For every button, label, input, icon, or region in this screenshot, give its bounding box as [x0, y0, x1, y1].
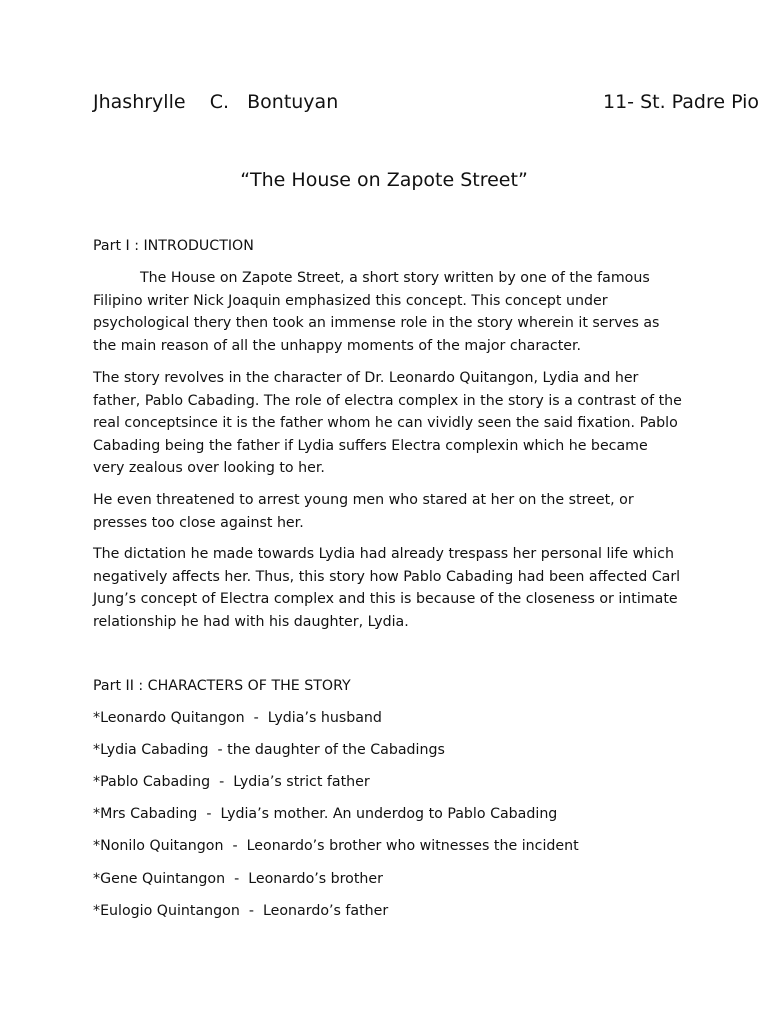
document-title: “The House on Zapote Street”	[240, 169, 528, 191]
character-item: *Mrs Cabading - Lydia’s mother. An underdog to Pablo Cabading	[93, 806, 558, 822]
author-name: Jhashrylle C. Bontuyan	[93, 91, 339, 113]
character-item: *Nonilo Quitangon - Leonardo’s brother who witnesses the incident	[93, 838, 579, 854]
character-item: *Lydia Cabading - the daughter of the Cabadings	[93, 742, 445, 758]
part2-heading: Part II : CHARACTERS OF THE STORY	[93, 678, 351, 694]
student-section: 11- St. Padre Pio	[603, 91, 760, 113]
character-item: *Eulogio Quintangon - Leonardo’s father	[93, 903, 389, 919]
intro-paragraph-3: He even threatened to arrest young men who stared at her on the street, or presses too close against her.	[93, 492, 634, 531]
character-item: *Gene Quintangon - Leonardo’s brother	[93, 871, 383, 887]
document-header	[93, 88, 760, 118]
intro-paragraph-2: The story revolves in the character of Dr. Leonardo Quitangon, Lydia and her father, Pablo Cabading. The role of electra complex in the story is a contrast of the real conceptsince it is the father whom he can vividly seen the said fixation. Pablo Cabading being the father if Lydia suffers Electra complexin which he became very zealous over looking to her.	[93, 370, 682, 476]
intro-paragraph-4: The dictation he made towards Lydia had already trespass her personal life which negatively affects her. Thus, this story how Pablo Cabading had been affected Carl Jung’s concept of Electra complex and this is because of the closeness or intimate relationship he had with his daughter, Lydia.	[93, 546, 681, 630]
part1-heading: Part I : INTRODUCTION	[93, 238, 254, 254]
intro-paragraph-1: The House on Zapote Street, a short story written by one of the famous Filipino writer Nick Joaquin emphasized this concept. This concept under psychological thery then took an immense role in the story wherein it serves as the main reason of all the unhappy moments of the major character.	[93, 270, 660, 354]
character-item: *Leonardo Quitangon - Lydia’s husband	[93, 710, 382, 726]
character-item: *Pablo Cabading - Lydia’s strict father	[93, 774, 370, 790]
